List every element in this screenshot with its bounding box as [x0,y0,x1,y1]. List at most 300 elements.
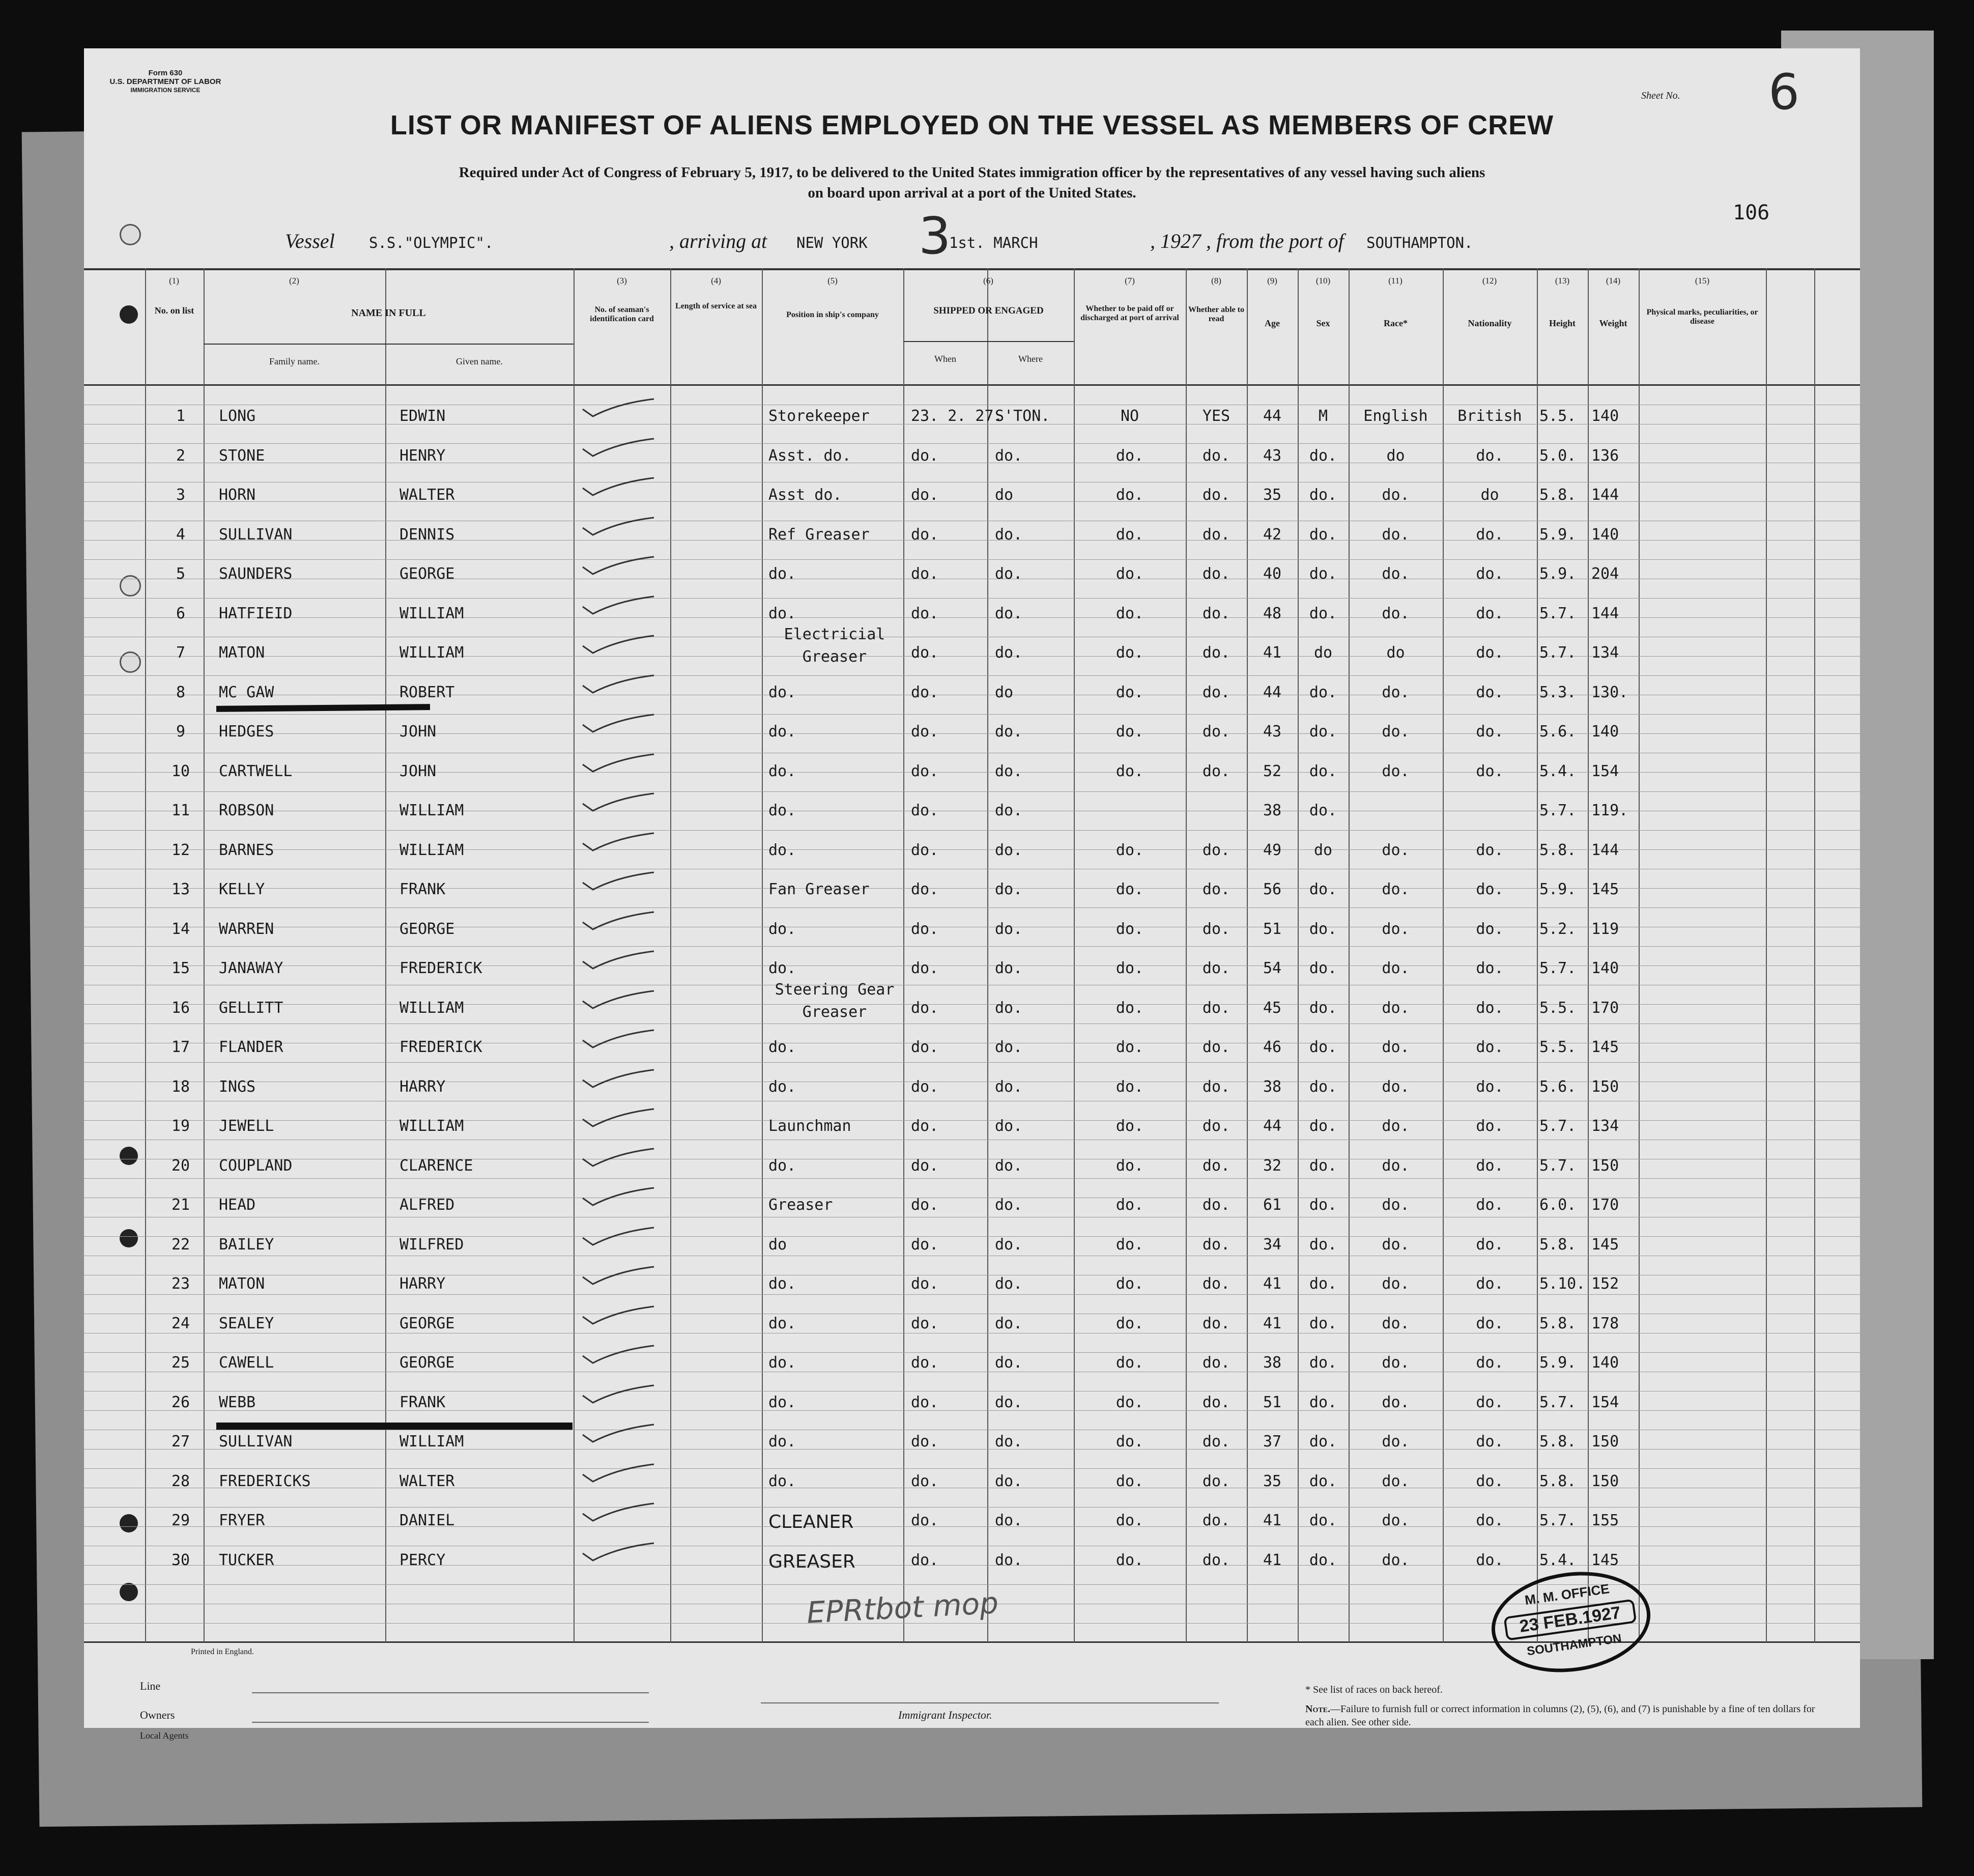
position: CLEANER [768,1512,854,1532]
row-number: 20 [171,1156,190,1175]
race: do. [1382,486,1410,504]
weight: 145 [1591,1235,1619,1254]
weight: 145 [1591,1551,1619,1569]
sex: do. [1309,1433,1337,1451]
height: 5.7. [1539,1117,1577,1135]
sex: do. [1309,1551,1337,1569]
position: do. [768,1393,796,1411]
checkmark-icon [573,871,664,892]
checkmark-icon [573,635,664,655]
given-name: DENNIS [399,525,455,544]
age: 49 [1263,841,1282,859]
row-number: 14 [171,920,190,938]
binder-hole [120,305,138,324]
weight: 170 [1591,999,1619,1017]
checkmark-icon [573,1305,664,1326]
sex: do. [1309,446,1337,465]
column-number: (7) [1125,276,1135,286]
weight: 134 [1591,1117,1619,1135]
family-name: MC GAW [219,683,274,701]
column-divider [987,268,988,1642]
position: do. [768,1354,796,1372]
given-name: PERCY [399,1551,446,1569]
paid-off: do. [1115,1393,1144,1411]
subtitle-line2: on board upon arrival at a port of the United States. [808,185,1136,201]
weight: 154 [1591,1393,1619,1411]
race: do. [1382,683,1410,701]
family-name: FRYER [219,1512,265,1529]
weight: 130. [1591,683,1628,701]
column-number: (5) [827,276,838,286]
column-number: (11) [1388,276,1403,286]
nationality: do. [1476,604,1504,622]
row-number: 23 [171,1275,190,1293]
shipped-when: do. [911,802,939,819]
paid-off: do. [1115,723,1144,741]
checkmark-icon [573,1502,664,1523]
binder-hole [120,224,141,245]
age: 38 [1263,1354,1282,1372]
nationality: do. [1476,920,1504,938]
able-to-read: do. [1202,920,1231,938]
age: 45 [1263,999,1282,1017]
header-nationality: Nationality [1468,318,1512,328]
shipped-where: do. [995,1038,1023,1056]
weight: 155 [1591,1512,1619,1529]
sex: do. [1309,723,1337,741]
footer-owners-rule [252,1722,649,1723]
paid-off: do. [1115,1354,1144,1372]
shipped-when: do. [911,1512,939,1529]
given-name: HARRY [399,1275,446,1293]
able-to-read: do. [1202,486,1231,504]
vessel-label: Vessel [285,230,335,252]
age: 44 [1263,407,1282,425]
able-to-read: do. [1202,762,1231,780]
column-divider [1247,268,1248,1642]
shipped-when: do. [911,565,939,583]
able-to-read: do. [1202,446,1231,465]
age: 41 [1263,644,1282,662]
family-name: COUPLAND [219,1156,293,1175]
able-to-read: do. [1202,1354,1231,1372]
given-name: WILLIAM [399,604,464,622]
height: 5.7. [1539,604,1577,622]
binder-hole [120,1147,138,1165]
note-text: —Failure to furnish full or correct information in columns (2), (5), (6), and (7) is punishable by a fine of ten dollars for each alien. See other side. [1305,1703,1815,1728]
row-number: 27 [171,1433,190,1451]
stamp-date: 23 FEB.1927 [1503,1599,1637,1640]
arrival-date: 1st. MARCH [949,234,1038,251]
shipped-when: do. [911,644,939,662]
row-number: 12 [171,841,190,859]
ruled-line [84,907,1860,908]
page-number: 106 [1733,201,1770,224]
able-to-read: do. [1202,959,1231,977]
race: do [1386,644,1405,662]
family-name: FLANDER [219,1038,283,1056]
paid-off: do. [1115,446,1144,465]
paid-off: do. [1115,1196,1144,1214]
given-name: WALTER [399,486,455,504]
height: 5.4. [1539,1551,1577,1569]
ruled-line [84,1352,1860,1353]
shipped-when: do. [911,683,939,701]
race: do. [1382,1117,1410,1135]
shipped-when: do. [911,1433,939,1451]
row-number: 18 [171,1077,190,1096]
race: do. [1382,723,1410,741]
shipped-when: do. [911,1235,939,1254]
nationality: do. [1476,1512,1504,1529]
form-number: Form 630 [148,69,183,77]
penalty-note [1305,1702,1835,1729]
position: do. [768,841,796,859]
height: 6.0. [1539,1196,1577,1214]
header-length-service: Length of service at sea [675,302,757,310]
footer-local-agents-label: Local Agents [140,1730,189,1741]
able-to-read: YES [1202,407,1231,425]
race: do. [1382,880,1410,898]
shipped-when: do. [911,1038,939,1056]
header-shipped: SHIPPED OR ENGAGED [933,305,1044,316]
sex: do. [1309,525,1337,544]
shipped-where: do. [995,1433,1023,1451]
ruled-line [84,1062,1860,1063]
family-name: INGS [219,1077,256,1096]
shipped-where: do. [995,841,1023,859]
age: 43 [1263,723,1282,741]
race: do. [1382,959,1410,977]
height: 5.9. [1539,565,1577,583]
family-name: JEWELL [219,1117,274,1135]
shipped-where: do. [995,1196,1023,1214]
sex: do. [1309,802,1337,819]
paid-off: do. [1115,1472,1144,1490]
given-name: GEORGE [399,920,455,938]
column-divider [1349,268,1350,1642]
race: do. [1382,841,1410,859]
nationality: do. [1476,1196,1504,1214]
height: 5.8. [1539,1433,1577,1451]
shipped-where: do. [995,762,1023,780]
manifest-sheet [84,48,1860,1741]
able-to-read: do. [1202,1393,1231,1411]
height: 5.5. [1539,1038,1577,1056]
nationality: do. [1476,1117,1504,1135]
height: 5.10. [1539,1275,1586,1293]
row-number: 19 [171,1117,190,1135]
ruled-line [84,791,1860,792]
position: do. [768,604,796,622]
shipped-where: S'TON. [995,407,1050,425]
family-name: SAUNDERS [219,565,293,583]
position: Electricial Greaser [784,626,885,666]
height: 5.4. [1539,762,1577,780]
ruled-line [84,1507,1860,1508]
shipped-where: do. [995,959,1023,977]
sex: do. [1309,1156,1337,1175]
header-age: Age [1265,318,1280,328]
height: 5.8. [1539,841,1577,859]
family-name: SULLIVAN [219,525,293,544]
able-to-read: do. [1202,723,1231,741]
column-divider [903,268,904,1642]
row-number: 1 [176,407,186,425]
age: 44 [1263,683,1282,701]
height: 5.5. [1539,407,1577,425]
ruled-line [84,1468,1860,1469]
sex: do. [1309,880,1337,898]
position: do. [768,565,796,583]
form-service: IMMIGRATION SERVICE [130,87,201,94]
shipped-when: do. [911,1314,939,1332]
sex: do. [1309,959,1337,977]
ruled-line [84,946,1860,947]
sex: do. [1309,1512,1337,1529]
sex: do. [1309,999,1337,1017]
able-to-read: do. [1202,841,1231,859]
footer-line-rule [252,1692,649,1693]
checkmark-icon [573,1345,664,1365]
ruled-line [84,443,1860,444]
position: do. [768,1314,796,1332]
arrival-year: , 1927 [1150,230,1201,252]
able-to-read: do. [1202,1433,1231,1451]
sex: do. [1309,1393,1337,1411]
column-number: (12) [1482,276,1497,286]
checkmark-icon [573,438,664,458]
sex: do. [1309,565,1337,583]
age: 51 [1263,920,1282,938]
nationality: do. [1476,1077,1504,1096]
checkmark-icon [573,990,664,1010]
shipped-where: do. [995,1512,1023,1529]
height: 5.9. [1539,880,1577,898]
weight: 150 [1591,1156,1619,1175]
checkmark-icon [573,477,664,497]
row-number: 26 [171,1393,190,1411]
checkmark-icon [573,1384,664,1405]
paid-off: do. [1115,644,1144,662]
checkmark-icon [573,1424,664,1444]
strikeout-mark [216,704,430,712]
weight: 140 [1591,1354,1619,1372]
shipped-where: do. [995,644,1023,662]
column-number: (6) [983,276,993,286]
height: 5.3. [1539,683,1577,701]
sex: M [1318,407,1328,425]
given-name: HARRY [399,1077,446,1096]
row-number: 29 [171,1512,190,1529]
nationality: do. [1476,565,1504,583]
ruled-line [84,1294,1860,1295]
header-race: Race* [1384,318,1408,328]
family-name: BAILEY [219,1235,274,1254]
row-number: 30 [171,1551,190,1569]
family-name: MATON [219,644,265,662]
family-name: WARREN [219,920,274,938]
strikeout-mark [216,1423,573,1430]
header-given-name: Given name. [456,356,503,366]
checkmark-icon [573,1227,664,1247]
table-top-rule [84,268,1860,270]
nationality: do. [1476,525,1504,544]
column-number: (14) [1606,276,1621,286]
able-to-read: do. [1202,1117,1231,1135]
binder-hole [120,1229,138,1247]
nationality: do. [1476,880,1504,898]
row-number: 2 [176,446,186,465]
age: 43 [1263,446,1282,465]
position: do. [768,1433,796,1451]
ruled-line [84,598,1860,599]
header-bottom-rule [84,384,1860,386]
nationality: do. [1476,723,1504,741]
column-divider [1443,268,1444,1642]
ruled-line [84,1178,1860,1179]
nationality: do [1480,486,1499,504]
height: 5.9. [1539,1354,1577,1372]
nationality: do. [1476,1393,1504,1411]
family-name: MATON [219,1275,265,1293]
position: do. [768,1156,796,1175]
row-number: 16 [171,999,190,1017]
family-name: ROBSON [219,802,274,819]
shipped-when: do. [911,999,939,1017]
shipped-where: do [995,683,1014,701]
family-name: CAWELL [219,1354,274,1372]
column-divider [1298,268,1299,1642]
subtitle-line1: Required under Act of Congress of February 5, 1917, to be delivered to the United States immigration officer by the representatives of any vessel having such aliens [459,164,1485,181]
shipped-where: do. [995,604,1023,622]
checkmark-icon [573,911,664,931]
height: 5.8. [1539,486,1577,504]
sex: do. [1309,1275,1337,1293]
row-number: 11 [171,802,190,819]
paid-off: do. [1115,920,1144,938]
row-number: 22 [171,1235,190,1254]
header-no-on-list: No. on list [154,305,194,316]
row-number: 9 [176,723,186,741]
family-name: GELLITT [219,999,283,1017]
row-number: 28 [171,1472,190,1490]
nationality: do. [1476,762,1504,780]
height: 5.7. [1539,1393,1577,1411]
height: 5.7. [1539,1512,1577,1529]
family-name: JANAWAY [219,959,283,977]
checkmark-icon [573,832,664,852]
given-name: FRANK [399,1393,446,1411]
nationality: do. [1476,1038,1504,1056]
sex: do [1313,644,1333,662]
position: Asst. do. [768,446,851,465]
height: 5.0. [1539,446,1577,465]
able-to-read: do. [1202,525,1231,544]
position: Asst do. [768,486,842,504]
age: 40 [1263,565,1282,583]
shipped-when: do. [911,959,939,977]
family-name: HEAD [219,1196,256,1214]
shipped-where: do. [995,1235,1023,1254]
age: 38 [1263,802,1282,819]
column-divider [1588,268,1589,1642]
shipped-when: do. [911,1354,939,1372]
shipped-when: do. [911,841,939,859]
races-note: * See list of races on back hereof. [1305,1684,1443,1695]
able-to-read: do. [1202,604,1231,622]
departure-port: SOUTHAMPTON. [1366,234,1473,251]
weight: 140 [1591,407,1619,425]
checkmark-icon [573,1266,664,1286]
able-to-read: do. [1202,1512,1231,1529]
footer-owners-label: Owners [140,1709,175,1721]
form-department: U.S. DEPARTMENT OF LABOR [109,77,221,86]
given-name: GEORGE [399,1354,455,1372]
paid-off: do. [1115,762,1144,780]
sex: do. [1309,1038,1337,1056]
given-name: DANIEL [399,1512,455,1529]
weight: 150 [1591,1472,1619,1490]
sex: do. [1309,1077,1337,1096]
height: 5.2. [1539,920,1577,938]
given-name: WILLIAM [399,802,464,819]
weight: 119. [1591,802,1628,819]
able-to-read: do. [1202,565,1231,583]
column-number: (13) [1555,276,1570,286]
paid-off: do. [1115,1433,1144,1451]
race: do. [1382,1038,1410,1056]
nationality: do. [1476,446,1504,465]
age: 38 [1263,1077,1282,1096]
able-to-read: do. [1202,880,1231,898]
sex: do. [1309,1196,1337,1214]
header-when: When [934,354,956,364]
height: 5.7. [1539,802,1577,819]
sex: do. [1309,1117,1337,1135]
checkmark-icon [573,753,664,774]
shipped-when: do. [911,1393,939,1411]
family-name: CARTWELL [219,762,293,780]
position: do. [768,802,796,819]
family-name: WEBB [219,1393,256,1411]
inspector-rule [761,1702,1219,1703]
row-number: 15 [171,959,190,977]
given-name: WALTER [399,1472,455,1490]
row-number: 13 [171,880,190,898]
nationality: do. [1476,683,1504,701]
position: do. [768,723,796,741]
given-name: FRANK [399,880,446,898]
checkmark-icon [573,595,664,616]
weight: 140 [1591,723,1619,741]
family-name: BARNES [219,841,274,859]
able-to-read: do. [1202,1077,1231,1096]
checkmark-icon [573,1187,664,1207]
row-number: 8 [176,683,186,701]
position: Fan Greaser [768,880,870,898]
column-number: (3) [617,276,627,286]
shipped-where: do. [995,920,1023,938]
shipped-when: do. [911,446,939,465]
age: 48 [1263,604,1282,622]
position: do. [768,959,796,977]
checkmark-icon [573,950,664,971]
header-family-name: Family name. [269,356,320,366]
given-name: WILFRED [399,1235,464,1254]
paid-off: do. [1115,880,1144,898]
binder-hole [120,1583,138,1601]
